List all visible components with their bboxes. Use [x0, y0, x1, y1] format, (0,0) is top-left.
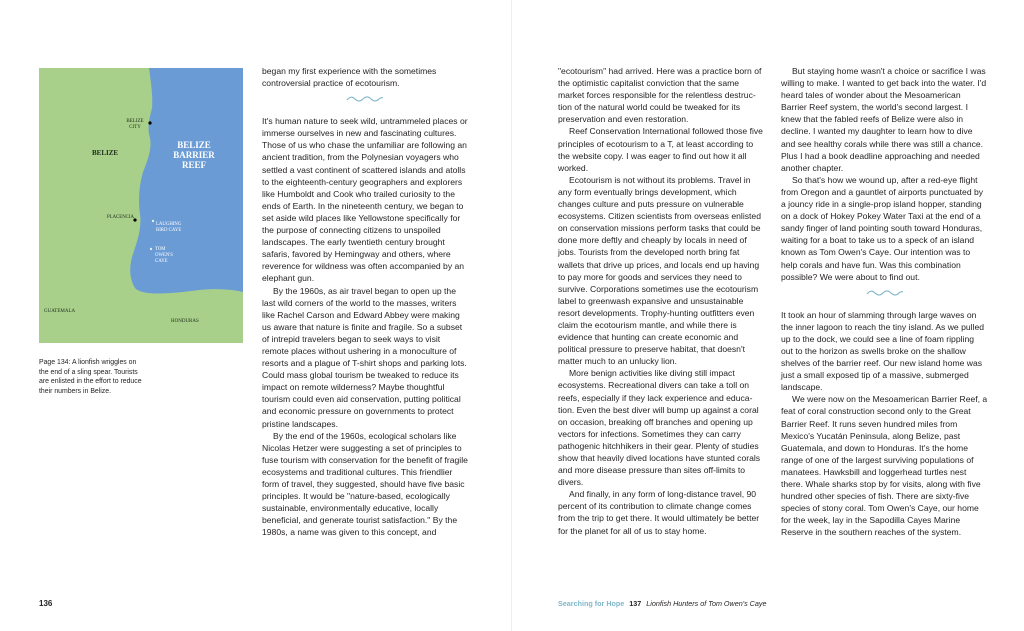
- paragraph: We were now on the Mesoamerican Barrier Reef, a feat of coral construction second only to the Great Barrier Reef. It runs seven hundred miles from Mexico's Yucatán Peninsula, along Belize, past Guatemala, and down to Honduras. It's the home range of one of the largest surviving populations of manatees. Hawksbill and loggerhead turtles nest there. Whale sharks stop by for visits, along with five hundred other species of fish. There are sixty-five species of stony coral. Tom Owen's Caye, our home for the week, lay in the Sapodilla Cayes Marine Reserve in the southern reaches of the system.: [781, 394, 988, 538]
- map-label-placencia: PLACENCIA: [107, 215, 134, 220]
- map-label-laughing-bird-1: LAUGHING: [156, 222, 182, 227]
- page-gutter: [511, 0, 512, 631]
- wave-ornament: [346, 94, 384, 103]
- paragraph: It took an hour of slamming through large waves on the inner lagoon to reach the tiny island. As we pulled up to the dock, we could see a line of foam rippling out to the horizon as swells broke on the shallow shelves of the barrier reef. Our new island home was just a small exposed tip of a massive, submerged landscape.: [781, 309, 985, 393]
- running-footer: [558, 599, 766, 608]
- map-label-belize-city-1: BELIZE: [126, 119, 144, 124]
- paragraph: Reef Conservation International followed those five principles of ecotourism to a T, at least according to the website copy. I was eager to find out how it all worked.: [558, 126, 763, 173]
- map-label-belize-city-2: CITY: [129, 125, 141, 130]
- paragraph: "ecotourism" had arrived. Here was a practice born of the optimistic capitalist conviction that the same market forces responsible for the relentless destruction of the natural world could be tweaked for its preservation and even restoration.: [558, 66, 762, 125]
- page-number-right: 137: [629, 599, 642, 608]
- map-label-honduras: HONDURAS: [171, 319, 199, 324]
- paragraph: More benign activities like diving still impact ecosystems. Recreational divers can take a toll on reefs, especially if they lack experience and education. Even the best diver will bump up against a coral on occasion, breaking off branches and opening up vectors for infections. Sometimes they can carry pathogenic hitchhikers in their gear. Plenty of studies show that heavily dived locations have stunted corals and more disease pressure than sites off-limits to divers.: [558, 368, 761, 488]
- map-label-belize: BELIZE: [92, 149, 119, 157]
- map-label-reef-1: BELIZE: [177, 140, 211, 150]
- paragraph: Ecotourism is not without its problems. Travel in any form eventually brings development, which changes culture and puts pressure on vulnerable ecosystems. Citizen scientists from overseas enlisted on conservation missions perform tasks that could be done more deftly and cheaply by locals in need of jobs. Tourists from the developed north bring fat wallets that drive up prices, and locals end up having to pay more for goods and services they need to survive. Corporations sometimes use the ecotourism label to greenwash expansive and unsustainable resort developments. Trophy-hunting outfitters even claim the ecotourism mantle, and while there is evidence that hunting can create economic and political pressure to preserve habitat, that doesn't matter much to an unlucky lion.: [558, 174, 761, 367]
- belize-city-marker: [148, 121, 151, 124]
- belize-reef-map: [39, 68, 243, 343]
- map-label-reef-2: BARRIER: [173, 150, 215, 160]
- map-label-laughing-bird-2: BIRD CAYE: [156, 228, 182, 233]
- map-caption: Page 134: A lionfish wriggles on the end of a sling spear. Tourists are enlisted in the effort to reduce their numbers in Belize.: [39, 359, 142, 395]
- paragraph: But staying home wasn't a choice or sacrifice I was willing to make. I wanted to get back into the water. I'd heard tales of wonder about the Mesoamerican Barrier Reef system, the world's second largest. I knew that the fabled reefs of Belize were also in decline. I wanted my daughter to learn how to dive and see healthy corals while there was still a chance. Plus I had a book deadline approaching and needed another chapter.: [781, 66, 987, 173]
- map-label-tom-owens-3: CAYE: [155, 259, 168, 264]
- chapter-title: Lionfish Hunters of Tom Owen's Caye: [646, 599, 767, 608]
- paragraph: And finally, in any form of long-distance travel, 90 percent of its contribution to climate change comes from the trip to get there. It would ultimately be better for the planet for all of us to stay home.: [558, 489, 760, 536]
- paragraph: By the end of the 1960s, ecological scholars like Nicolas Hetzer were suggesting a set of principles to fuse tourism with conservation for the benefit of fragile ecosystems and traditional cultures. This friendlier form of travel, they suggested, should have five basic principles. It would be "nature-based, ecologically sustainable, environmentally educative, locally beneficial, and generate tourist satisfaction." By the 1980s, a name was given to this concept, and: [262, 430, 468, 538]
- paragraph: So that's how we wound up, after a red-eye flight from Oregon and a gauntlet of airports punctuated by a jouncy ride in a single-prop island hopper, standing on a dock of Hokey Pokey Water Taxi at the end of a sandy finger of land pointing south toward Honduras, waiting for a boat to take us to a speck of an island known as Tom Owen's Caye. Our intention was to help corals and have fun. Was this combination possible? We were about to find out.: [781, 174, 984, 282]
- paragraph: It's human nature to seek wild, untrammeled places or immerse ourselves in new and fascinating cultures. Those of us who chase the unfamiliar are following an ancient tradition, from the Polynesian voyagers who settled a vast continent of scattered islands and atolls to the eighteenth-century geographers and explorers like Humboldt and Cook who trailed curiosity to the ends of Earth. In the nineteenth century, we began to set aside wild places like Yellowstone specifically for the purpose of connecting citizens to unspoiled landscapes. The early twentieth century brought safaris, favored by Hemingway and others, where reverence for wildness was often accompanied by an elephant gun.: [262, 116, 468, 284]
- text-column-1: [262, 65, 468, 538]
- page-number-left: 136: [39, 599, 53, 608]
- laughing-bird-marker: [152, 220, 154, 222]
- paragraph: began my first experience with the sometimes controversial practice of ecotourism.: [262, 66, 437, 89]
- map-label-tom-owens-2: OWEN'S: [155, 253, 173, 258]
- map-label-tom-owens-1: TOM: [155, 247, 166, 252]
- text-column-3: [781, 65, 988, 538]
- book-title: Searching for Hope: [558, 599, 625, 608]
- map-label-guatemala: GUATEMALA: [44, 309, 76, 314]
- text-column-2: [558, 65, 765, 537]
- paragraph: By the 1960s, as air travel began to open up the last wild corners of the world to the masses, writers like Rachel Carson and Edward Abbey were making us aware that nature is finite and fragile. So a subset of intrepid travelers began to seek ways to visit remote places without ushering in a monoculture of resorts and a plague of T-shirt shops and parking lots. Could mass global tourism be tweaked to reduce its impact on remote wilderness? Maybe thoughtful tourism could even aid conservation, putting political and economic pressure on governments to protect pristine landscapes.: [262, 285, 467, 429]
- wave-ornament: [866, 288, 904, 297]
- tom-owens-marker: [150, 248, 152, 250]
- map-label-reef-3: REEF: [181, 160, 207, 170]
